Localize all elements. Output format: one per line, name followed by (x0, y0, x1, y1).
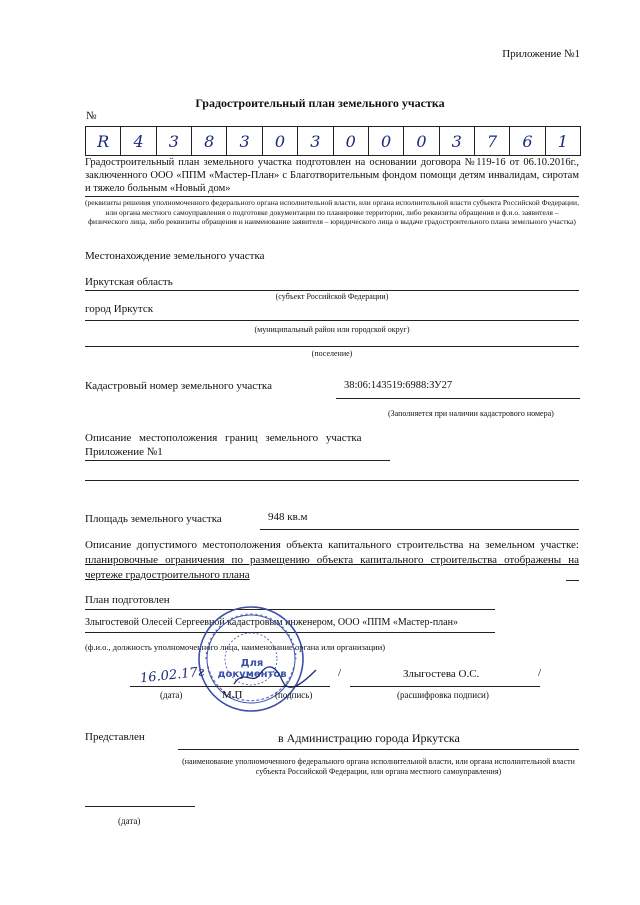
divider (85, 196, 579, 197)
date-signature-line (130, 686, 330, 687)
digit-cell: 0 (263, 127, 298, 155)
page-title: Градостроительный план земельного участка (195, 96, 445, 110)
cadastral-label: Кадастровый номер земельного участка (85, 380, 272, 392)
stamp-line-1: Для (240, 658, 264, 669)
preparer-value: Злыгостевой Олесей Сергеевной кадастровым инженером, ООО «ППМ «Мастер-план» (85, 617, 458, 628)
placement-end-dash (566, 580, 579, 581)
signature-name: Злыгостева О.С. (403, 668, 480, 680)
digit-cell: 6 (510, 127, 545, 155)
placement-label: Описание допустимого местоположения объекта капитального строительства на земельном участке: (85, 539, 579, 551)
signature-caption: (подпись) (275, 690, 313, 700)
plan-number-boxes (85, 126, 581, 156)
area-line (260, 529, 579, 530)
borders-value: Приложение №1 (85, 446, 163, 458)
presented-value: в Администрацию города Иркутска (278, 731, 460, 745)
placement-text (85, 538, 579, 583)
presented-label: Представлен (85, 731, 145, 743)
digit-cell: 0 (404, 127, 439, 155)
presented-line (178, 749, 579, 750)
settlement-caption: (поселение) (311, 349, 353, 358)
city-caption: (муниципальный район или городской округ) (254, 325, 410, 334)
city-line (85, 320, 579, 321)
slash-2: / (538, 667, 542, 679)
signature-date: 16.02.17г (139, 664, 206, 687)
number-sign: № (86, 110, 97, 122)
prepared-label: План подготовлен (85, 594, 170, 606)
bottom-date-line (85, 806, 195, 807)
digit-cell: 8 (192, 127, 227, 155)
decode-caption: (расшифровка подписи) (397, 690, 489, 700)
stamp-line-2: документов (217, 669, 287, 680)
slash-1: / (338, 667, 342, 679)
digit-cell: 3 (440, 127, 475, 155)
digit-cell: 0 (369, 127, 404, 155)
cadastral-caption: (Заполняется при наличии кадастрового номера) (388, 409, 554, 418)
digit-cell: 4 (121, 127, 156, 155)
bottom-date-caption: (дата) (118, 816, 141, 826)
mp-caption: М.П (222, 689, 243, 701)
region-line (85, 290, 579, 291)
preparer-caption: (ф.и.о., должность уполномоченного лица, наименование органа или организации) (85, 642, 386, 652)
region-value: Иркутская область (85, 276, 173, 288)
date-caption: (дата) (160, 690, 183, 700)
digit-cell: 3 (227, 127, 262, 155)
cadastral-line (336, 398, 580, 399)
digit-cell: 3 (157, 127, 192, 155)
area-value: 948 кв.м (268, 511, 308, 523)
borders-label: Описание местоположения границ земельного участка (85, 432, 362, 444)
digit-cell: 7 (475, 127, 510, 155)
presented-caption: (наименование уполномоченного федерального органа исполнительной власти, или органа исполнительной власти субъекта Российской Федерации, или органа местного самоуправления) (182, 757, 575, 776)
basis-caption: (реквизиты решения уполномоченного федерального органа исполнительной власти, или органа исполнительной власти субъекта Российской Федерации, или органа местного самоуправления о подготовке документации по планировке территории, либо реквизиты обращения и ф.и.о. заявителя – физического лица, либо реквизиты обращения и наименование заявителя – юридического лица о выдаче градостроительного плана земельного участка) (85, 198, 579, 226)
digit-cell: 0 (334, 127, 369, 155)
settlement-line (85, 346, 579, 347)
digit-cell: 1 (557, 131, 568, 151)
location-label: Местонахождение земельного участка (85, 250, 265, 262)
region-caption: (субъект Российской Федерации) (275, 292, 389, 301)
city-value: город Иркутск (85, 303, 154, 315)
appendix-label: Приложение №1 (502, 48, 580, 60)
cadastral-value: 38:06:143519:6988:ЗУ27 (344, 380, 453, 391)
placement-value: планировочные ограничения по размещению объекта капитального строительства отображены на чертеже градостроительного плана (85, 554, 579, 581)
name-line (350, 686, 540, 687)
basis-text: Градостроительный план земельного участка подготовлен на основании договора №119-16 от 06.10.2016г., заключенного ООО «ППМ «Мастер-План» с Благотворительным фондом помощи детям инвалидам, сиротам и тяжело больным «Новый дом» (85, 157, 579, 194)
borders-line (85, 460, 390, 461)
digit-cell: 3 (298, 127, 333, 155)
digit-cell: R (86, 127, 121, 155)
area-label: Площадь земельного участка (85, 513, 222, 525)
borders-line-2 (85, 480, 579, 481)
